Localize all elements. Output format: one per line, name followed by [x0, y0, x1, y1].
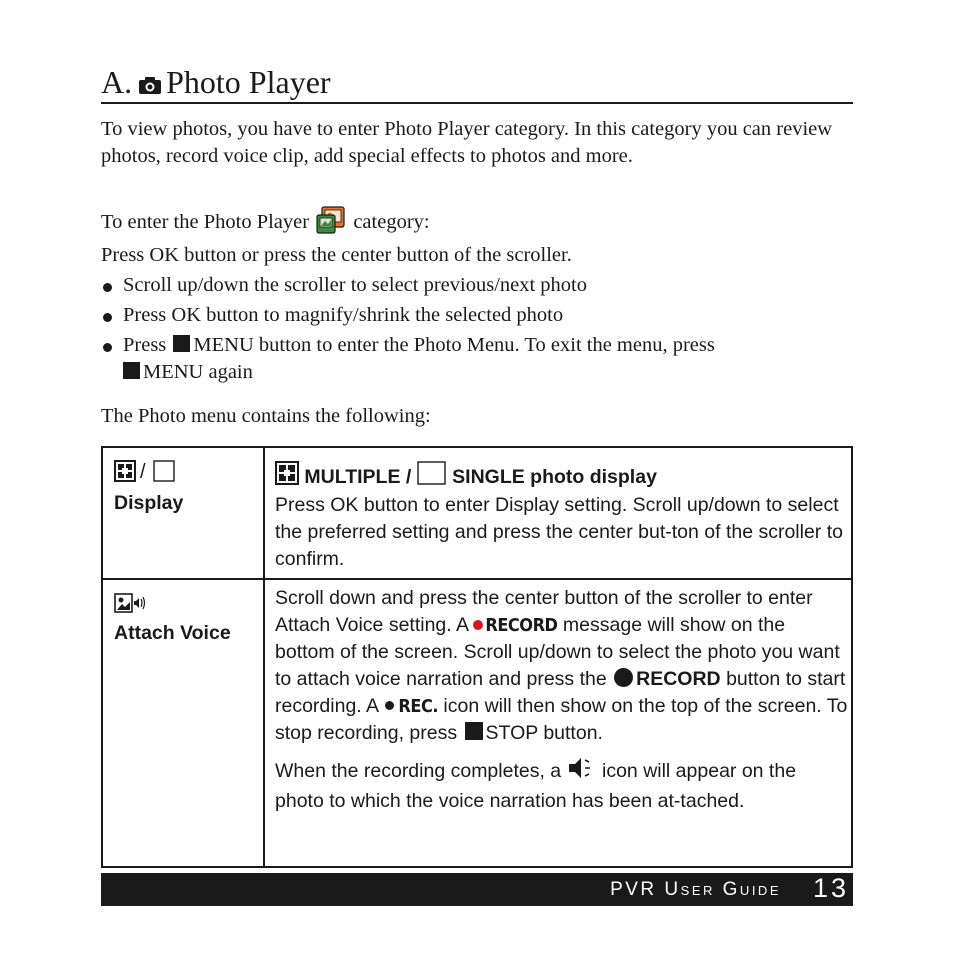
stop-button-icon [465, 722, 483, 740]
table-desc-cell [265, 580, 850, 866]
camera-icon [138, 64, 162, 104]
display-label: Display [114, 492, 184, 514]
page-title: Photo Player [166, 64, 331, 100]
multiple-label: MULTIPLE / [304, 466, 412, 488]
section-heading [101, 62, 853, 104]
svg-text:/: / [140, 461, 146, 483]
menu-button-icon [123, 362, 140, 379]
enter-text-after: category: [353, 211, 430, 233]
list-item [101, 302, 846, 329]
bullet-text: MENU again [143, 361, 253, 383]
attach-voice-label: Attach Voice [114, 622, 231, 644]
display-icons [114, 458, 176, 484]
page-number: 13 [812, 873, 849, 903]
instruction-list [101, 272, 846, 389]
desc-text: message will show on the bottom of the screen. Scroll up/down to select the photo you want to attach voice narration and press the [275, 614, 840, 690]
attach-voice-paragraph-2 [275, 756, 850, 815]
photo-menu-table [101, 446, 853, 868]
desc-text: When the recording completes, a [275, 760, 562, 782]
table-row-attach-voice [103, 580, 851, 866]
press-instruction: Press OK button or press the center button of the scroller. [101, 244, 572, 266]
list-item [101, 272, 846, 299]
record-dot-icon [473, 620, 483, 630]
table-desc-cell [265, 448, 850, 578]
enter-text-before: To enter the Photo Player [101, 211, 310, 233]
desc-text: Scroll down and press the center button of the scroller to enter Attach Voice setting. A [275, 587, 813, 636]
intro-paragraph: To view photos, you have to enter Photo Player category. In this category you can review photos, record voice clip, add special effects to photos and more. [101, 118, 833, 167]
bullet-icon [103, 343, 112, 352]
enter-instruction [101, 206, 841, 242]
menu-button-icon [173, 335, 190, 352]
desc-text: STOP button. [485, 722, 603, 744]
menu-intro: The Photo menu contains the following: [101, 405, 431, 427]
display-heading [275, 461, 850, 493]
bullet-icon [103, 313, 112, 322]
record-badge: RECORD [485, 615, 558, 636]
bullet-text: Press OK button to magnify/shrink the selected photo [123, 304, 564, 326]
bullet-text: Press [123, 334, 167, 356]
footer-guide-title: PVR User Guide [610, 879, 781, 900]
attach-voice-icon [114, 592, 146, 621]
table-label-cell [103, 448, 265, 578]
single-label: SINGLE photo display [452, 466, 657, 488]
rec-dot-icon [385, 701, 394, 710]
single-icon [417, 461, 447, 493]
page-footer [101, 873, 853, 906]
desc-text: icon will appear on the photo to which the voice narration has been at-tached. [275, 760, 797, 812]
list-item [101, 332, 846, 386]
record-button-label: RECORD [636, 668, 721, 690]
display-description: Press OK button to enter Display setting. Scroll up/down to select the preferred setting and press the center but-ton of the scroller to confirm. [275, 494, 843, 570]
heading-prefix: A. [101, 64, 133, 100]
photo-player-icon [316, 206, 346, 242]
attach-voice-paragraph [275, 585, 850, 747]
table-label-cell [103, 580, 265, 866]
multiple-icon [275, 461, 299, 493]
voice-attached-icon [567, 756, 597, 788]
rec-badge: REC. [398, 696, 438, 717]
table-row-display [103, 448, 851, 580]
record-button-icon [614, 668, 633, 687]
desc-text: icon will then show on the top of the screen. To stop recording, press [275, 695, 848, 744]
bullet-text: Scroll up/down the scroller to select previous/next photo [123, 274, 588, 296]
desc-text: button to start recording. A [275, 668, 846, 717]
bullet-text: MENU button to enter the Photo Menu. To exit the menu, press [193, 334, 715, 356]
bullet-icon [103, 283, 112, 292]
